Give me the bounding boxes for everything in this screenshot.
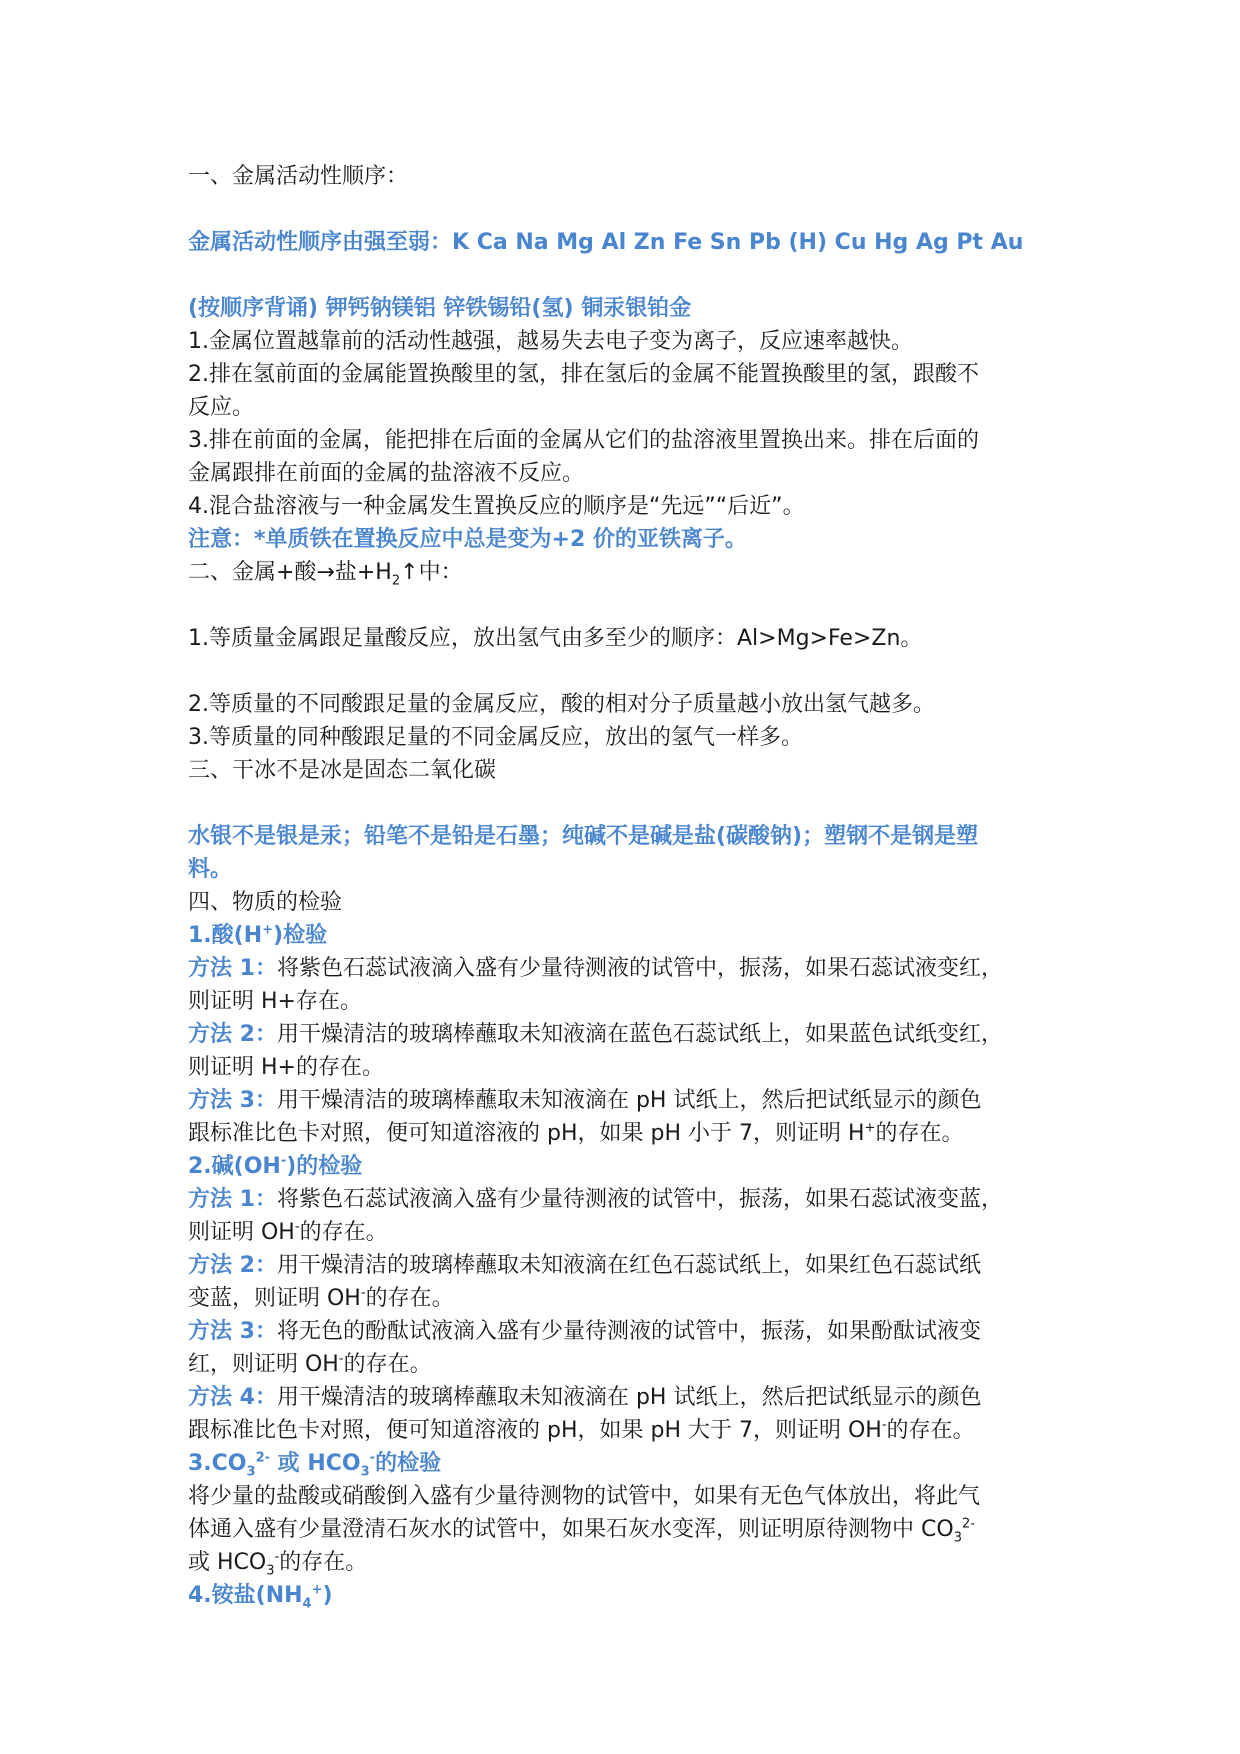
acid-test-title: 1.酸(H+)检验 — [188, 922, 328, 948]
base-method-3-cont: 红，则证明 OH-的存在。 — [188, 1351, 432, 1377]
section-1-heading: 一、金属活动性顺序： — [188, 164, 409, 189]
section-4-heading: 四、物质的检验 — [188, 890, 343, 915]
acid-method-3: 方法 3：用干燥清洁的玻璃棒蘸取未知液滴在 pH 试纸上，然后把试纸显示的颜色 — [188, 1088, 982, 1113]
mnemonic-line: (按顺序背诵) 钾钙钠镁铝 锌铁锡铅(氢) 铜汞银铂金 — [188, 296, 692, 321]
document-page — [188, 160, 1068, 1612]
carbonate-text-1: 将少量的盐酸或硝酸倒入盛有少量待测物的试管中，如果有无色气体放出，将此气 — [188, 1484, 981, 1509]
acid-method-1-cont: 则证明 H+存在。 — [188, 989, 362, 1014]
base-method-1: 方法 1：将紫色石蕊试液滴入盛有少量待测液的试管中，振荡，如果石蕊试液变蓝， — [188, 1187, 1003, 1212]
acid-method-1: 方法 1：将紫色石蕊试液滴入盛有少量待测液的试管中，振荡，如果石蕊试液变红， — [188, 956, 1003, 981]
acid-method-3-cont: 跟标准比色卡对照，便可知道溶液的 pH，如果 pH 小于 7，则证明 H+的存在。 — [188, 1120, 964, 1146]
carbonate-text-2: 体通入盛有少量澄清石灰水的试管中，如果石灰水变浑，则证明原待测物中 $CO_3^{2-}$ — [188, 1516, 975, 1546]
base-method-4-cont: 跟标准比色卡对照，便可知道溶液的 pH，如果 pH 大于 7，则证明 OH-的存在。 — [188, 1417, 975, 1443]
rule-2-line-1: 2.排在氢前面的金属能置换酸里的氢，排在氢后的金属不能置换酸里的氢，跟酸不 — [188, 362, 979, 387]
rule-2-line-2: 反应。 — [188, 395, 255, 420]
activity-order-line: 金属活动性顺序由强至弱：K Ca Na Mg Al Zn Fe Sn Pb (H) Cu Hg Ag Pt Au — [188, 230, 1024, 255]
hydrogen-rule-3: 3.等质量的同种酸跟足量的不同金属反应，放出的氢气一样多。 — [188, 725, 803, 750]
section-2-heading: 二、金属+酸→盐$+H_2↑$中： — [188, 560, 463, 589]
base-method-4: 方法 4：用干燥清洁的玻璃棒蘸取未知液滴在 pH 试纸上，然后把试纸显示的颜色 — [188, 1385, 982, 1410]
rule-3-line-1: 3.排在前面的金属，能把排在后面的金属从它们的盐溶液里置换出来。排在后面的 — [188, 428, 979, 453]
base-method-3: 方法 3：将无色的酚酞试液滴入盛有少量待测液的试管中，振荡，如果酚酞试液变 — [188, 1319, 981, 1344]
carbonate-text-3: 或 $HCO_3^-$的存在。 — [188, 1549, 368, 1579]
rule-1: 1.金属位置越靠前的活动性越强，越易失去电子变为离子，反应速率越快。 — [188, 329, 913, 354]
misnomer-line-1: 水银不是银是汞；铅笔不是铅是石墨；纯碱不是碱是盐(碳酸钠)；塑钢不是钢是塑 — [188, 824, 979, 849]
section-3-heading: 三、干冰不是冰是固态二氧化碳 — [188, 758, 497, 783]
base-method-1-cont: 则证明 OH-的存在。 — [188, 1219, 388, 1245]
acid-method-2-cont: 则证明 H+的存在。 — [188, 1055, 384, 1080]
hydrogen-rule-1: 1.等质量金属跟足量酸反应，放出氢气由多至少的顺序：Al>Mg>Fe>Zn。 — [188, 626, 923, 651]
base-method-2: 方法 2：用干燥清洁的玻璃棒蘸取未知液滴在红色石蕊试纸上，如果红色石蕊试纸 — [188, 1253, 981, 1278]
hydrogen-rule-2: 2.等质量的不同酸跟足量的金属反应，酸的相对分子质量越小放出氢气越多。 — [188, 692, 935, 717]
ammonium-test-title: 4.铵盐$(NH_4^+)$ — [188, 1582, 333, 1612]
base-test-title: 2.碱(OH-)的检验 — [188, 1153, 363, 1179]
acid-method-2: 方法 2：用干燥清洁的玻璃棒蘸取未知液滴在蓝色石蕊试纸上，如果蓝色试纸变红， — [188, 1022, 1003, 1047]
misnomer-line-2: 料。 — [188, 857, 233, 882]
base-method-2-cont: 变蓝，则证明 OH-的存在。 — [188, 1285, 454, 1311]
iron-note: 注意：*单质铁在置换反应中总是变为+2 价的亚铁离子。 — [188, 527, 747, 552]
carbonate-test-title: $3.CO_3^{2-}$ 或 $HCO_3^-$的检验 — [188, 1450, 442, 1480]
rule-4: 4.混合盐溶液与一种金属发生置换反应的顺序是“先远”“后近”。 — [188, 494, 805, 519]
rule-3-line-2: 金属跟排在前面的金属的盐溶液不反应。 — [188, 461, 585, 486]
